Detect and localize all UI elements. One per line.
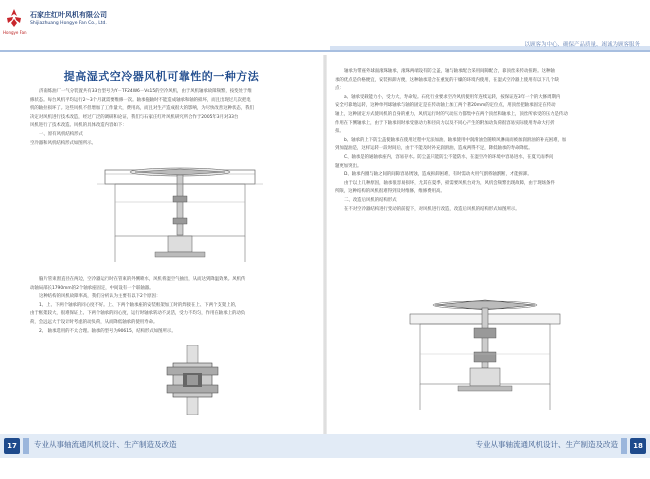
air-cooler-fan-diagram xyxy=(95,152,265,270)
header xyxy=(0,0,650,52)
paragraph: 空冷器和风机结构形式如图所示。 xyxy=(30,140,96,146)
paragraph: 荷，会远远大于设计时考虑的动负荷，从而降低轴承的使用寿命。 xyxy=(30,319,158,325)
footer-slogan-right: 专业从事轴流通风机设计、生产制造及改造 xyxy=(475,440,618,449)
paragraph: 由于框架较大，很难保证上、下两个轴承的同心度，运行时轴承转动不灵活，受力不均匀，作用在轴承上的动负 xyxy=(30,311,246,317)
paragraph: 轴上，这种固定方式使风机的自身的重力，风机运行时的气动压力都集中在两个顶丝和轴承上，顶丝所承受的压力是传动 xyxy=(335,111,568,117)
article-title: 提高湿式空冷器风机可靠性的一种方法 xyxy=(63,70,260,83)
paragraph: 决定对风机进行技术改造，经过广泛的调研和论证，我们与石家庄红叶风机研究所合作于2005年3月对33台 xyxy=(30,114,239,120)
paragraph: 风机进行了技术改造。风机的具体改造内容如下： xyxy=(30,123,127,129)
footer-slogan-left: 专业从事轴流通风机设计、生产制造及改造 xyxy=(34,440,177,449)
paragraph: 点： xyxy=(335,86,344,92)
paragraph: 这种结构的风机故障率高，我们分析认为主要有以下2个原因： xyxy=(39,294,161,300)
footer-accent-left xyxy=(23,438,29,454)
header-divider xyxy=(0,50,650,52)
paragraph: D、轴承内圈与轴之间的间隙容易锈蚀，造成拆卸困难，有时需动火用气割将轴割断，才能拆卸。 xyxy=(344,172,532,178)
paragraph: 1、上、下两个轴承的同心度不好。上、下两个轴承座的安装框架加工时的焊接在上、下两个支架上的， xyxy=(39,302,240,308)
page-number-left: 17 xyxy=(4,438,20,454)
footer xyxy=(0,434,650,479)
paragraph: 所限，这种结构的风机很难得到及时维修，维修费用高。 xyxy=(335,189,445,195)
paragraph: a、轴承受载能力小，受力大，寿命短。石化行业要求空冷风机使用年连续运转，按保证连3年一个的大修周期内 xyxy=(344,94,561,100)
paragraph: 轴承为带座外球面滚珠轴承，滚珠两端设有防尘盖，轴与轴承配合采用间隙配合，靠顶丝来传动扭距。这种轴 xyxy=(344,69,555,74)
paragraph: 2、 轴承选用的不太合理。轴承的型号为90615，结构形式如图所示。 xyxy=(39,328,176,334)
left-text-bottom xyxy=(30,276,320,336)
bearing-diagram xyxy=(165,345,220,415)
paragraph: 在不对空冷器结构进行变动的前提下，对风机进行改造，改造后风机的结构形式如图所示。 xyxy=(344,206,520,212)
paragraph: 到加湿油是，这样运转一段时间后，由于不能及时补充润滑油，造成两得不足，降低轴承的寿命降低。 xyxy=(335,146,533,152)
paragraph: 动轴局部长1790mm的2个轴承座固定，中间设有一个联轴器。 xyxy=(30,285,154,291)
paragraph: 机的轴拉损坏了。这些风机不但增加了工作量大，费用高，而且对生产造成很大的影响，为尽快改善这种状态，我们 xyxy=(30,106,254,112)
header-tagline: 以顾客为中心、确保产品质量、竭诚为顾客服务 xyxy=(524,42,640,48)
company-name-cn: 石家庄红叶风机有限公司 xyxy=(30,11,107,19)
paragraph: 脑片管束窗直径在两边，空冷器运行时在管束的外侧喷水，风机将湿空气抽出，从而达到降温效果。风机传 xyxy=(39,277,246,282)
left-text-top xyxy=(30,88,320,148)
page-gutter xyxy=(323,55,327,455)
page-number-right: 18 xyxy=(630,438,646,454)
paragraph: 承的优点是价格便宜，安装拆卸方便，这种轴承适合在重复的干燥的环境内使用，在湿式空冷器上使用有以下几个缺 xyxy=(335,77,559,83)
paragraph: C、轴承是的通轴承座内，容易存水。防尘盖只能防尘不能防水，在湿空冷的环境中容易进水，在夏天雨季问 xyxy=(344,154,554,160)
paragraph: 扣。 xyxy=(335,129,344,135)
section-heading: 二、改造后风机的结构形式 xyxy=(344,197,397,203)
paragraph: 作用在下侧轴承上，由于下轴承同时承受驱动力和径向力以及不同心产生的附加动负荷很容易实际使用寿命大打折 xyxy=(335,120,555,126)
paragraph: 由于以上几种原因，轴承很容易损坏，尤其在夏季，损需要风机台对为，风机会频繁出现故障，由于现场条件 xyxy=(344,180,555,186)
right-text xyxy=(335,68,630,214)
paragraph: b、轴承的上下防尘盖使轴承在使用过程中无法加油，轴承使用中润滑油会随喷风淋雨而被加润滑油的补充困难，加 xyxy=(344,137,567,143)
paragraph: 济南炼油厂一气分装置共有33台型号为Y－TF24W6－Vs15的空冷风机，由于风机轴承故障频繁，按变处于维 xyxy=(39,89,252,94)
company-logo-icon xyxy=(4,8,24,28)
logo-caption: Hongye Fan xyxy=(3,30,27,35)
paragraph: 题更加突出。 xyxy=(335,163,362,169)
modified-fan-diagram xyxy=(400,290,570,415)
paragraph: 修状态。每台风机平均运行2～3个月就需要维修一次。轴承拖轴时不能造成轴承和轴的损坏，而且出现过几次把电 xyxy=(30,97,251,103)
paragraph: 安全可靠地运转，这种单列球轴承与轴的固定是在传动轴上加工两个著20mm的定位点，用顶丝把轴承固定在传动 xyxy=(335,103,556,109)
section-heading: 一、原有风机结构形式 xyxy=(39,131,83,137)
company-name-en: Shijiazhuang Hongye Fan Co., Ltd. xyxy=(30,21,107,26)
footer-accent-right xyxy=(621,438,627,454)
